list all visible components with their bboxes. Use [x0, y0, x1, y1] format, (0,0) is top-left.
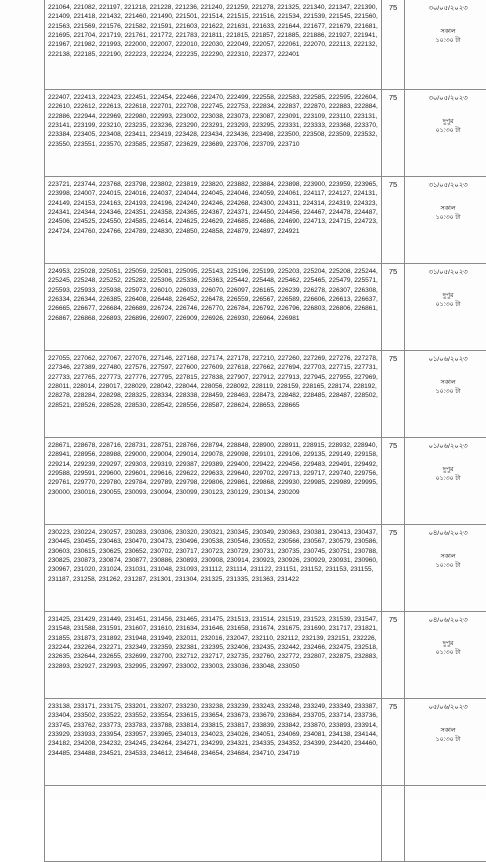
exam-time: ১০:৩০ টা: [435, 36, 460, 45]
empty-cell: [45, 786, 382, 862]
table-row: [45, 699, 486, 786]
table-row: [45, 90, 486, 177]
exam-date: ০৫/০৬/২০২৩: [428, 703, 467, 712]
roll-numbers-cell: 221064, 221082, 221197, 221218, 221228, 221236, 221240, 221259, 221278, 221325, 221340, 221347, 221390, 221409, 221418, 221432, 221460, 221490, 221501, 221514, 221515, 221516, 221534, 221539, 221545, 221560, 221563, 221569, 221576, 221582, 221591, 221603, 221622, 221631, 221633, 221644, 221677, 221679, 221681, 221695, 221704, 221719, 221761, 221772, 221783, 221811, 221815, 221857, 221885, 221886, 221927, 221941, 221967, 221982, 221993, 222000, 222007, 222010, 222030, 222049, 222057, 222061, 222070, 222113, 222132, 222138, 222185, 222190, 222223, 222224, 222235, 222290, 222310, 222377, 222401: [45, 0, 382, 90]
exam-schedule-cell: [405, 177, 486, 264]
seat-plan-table: [44, 0, 486, 862]
exam-time: ১০:৩০ টা: [435, 561, 460, 570]
exam-shift: দুপুর: [442, 639, 453, 648]
exam-date: ৩১/০৫/২০২৩: [428, 268, 467, 277]
exam-shift: সকাল: [440, 552, 455, 561]
exam-schedule-cell: [405, 525, 486, 612]
exam-schedule-cell: [405, 90, 486, 177]
roll-numbers-cell: 230223, 230224, 230257, 230283, 230306, 230320, 230321, 230345, 230349, 230363, 230381, 230413, 230437, 230445, 230455, 230463, 230470, 230473, 230496, 230538, 230546, 230552, 230566, 230567, 230579, 230586, 230603, 230615, 230625, 230652, 230702, 230717, 230723, 230729, 230731, 230735, 230745, 230751, 230788, 230825, 230873, 230874, 230877, 230886, 230893, 230908, 230914, 230923, 230926, 230929, 230931, 230960, 230967, 231020, 231024, 231031, 231048, 231093, 231112, 231114, 231122, 231151, 231152, 231153, 231155, 231187, 231258, 231262, 231287, 231301, 231304, 231325, 231335, 231363, 231422: [45, 525, 382, 612]
exam-time: ০১:৩০ টা: [435, 300, 460, 309]
table-row: [45, 0, 486, 90]
candidate-count-cell: 75: [382, 351, 405, 438]
empty-row: [45, 786, 486, 862]
table-row: [45, 438, 486, 525]
exam-schedule-cell: [405, 699, 486, 786]
exam-date: ৩০/০৫/২০২৩: [428, 4, 467, 13]
exam-time: ০১:৩০ টা: [435, 126, 460, 135]
candidate-count-cell: 75: [382, 177, 405, 264]
exam-shift: দুপুর: [442, 465, 453, 474]
roll-numbers-cell: 231425, 231429, 231449, 231451, 231456, 231465, 231475, 231513, 231514, 231519, 231523, 231539, 231547, 231548, 231588, 231591, 231607, 231610, 231634, 231646, 231658, 231674, 231675, 231690, 231717, 231821, 231855, 231873, 231892, 231948, 231949, 232011, 232016, 232047, 232110, 232112, 232139, 232151, 232226, 232244, 232264, 232271, 232349, 232359, 232381, 232395, 232406, 232435, 232442, 232466, 232475, 232518, 232635, 232644, 232655, 232699, 232700, 232712, 232717, 232735, 232760, 232772, 232807, 232875, 232883, 232893, 232927, 232993, 232995, 232997, 233002, 233003, 233036, 233048, 233050: [45, 612, 382, 699]
exam-schedule-cell: [405, 351, 486, 438]
exam-time: ১০:৩০ টা: [435, 213, 460, 222]
candidate-count-cell: 75: [382, 438, 405, 525]
exam-shift: সকাল: [440, 27, 455, 36]
exam-date: ৩১/০৫/২০২৩: [428, 181, 467, 190]
exam-date: ০৪/০৬/২০২৩: [428, 529, 467, 538]
exam-date: ০৪/০৬/২০২৩: [428, 616, 467, 625]
exam-shift: দুপুর: [442, 117, 453, 126]
exam-shift: দুপুর: [442, 291, 453, 300]
exam-shift: সকাল: [440, 378, 455, 387]
exam-schedule-cell: [405, 264, 486, 351]
candidate-count-cell: 75: [382, 90, 405, 177]
table-row: [45, 612, 486, 699]
candidate-count-cell: 75: [382, 612, 405, 699]
exam-date: ০১/০৬/২০২৩: [428, 442, 467, 451]
roll-numbers-cell: 227055, 227062, 227067, 227076, 227146, 227168, 227174, 227178, 227210, 227260, 227269, 227276, 227278, 227346, 227389, 227480, 227576, 227597, 227600, 227609, 227618, 227662, 227694, 227703, 227715, 227731, 227733, 227765, 227773, 227776, 227795, 227815, 227838, 227907, 227912, 227913, 227945, 227955, 227969, 228011, 228014, 228017, 228029, 228042, 228044, 228056, 228092, 228119, 228159, 228165, 228174, 228192, 228278, 228284, 228298, 228325, 228334, 228338, 228459, 228463, 228473, 228482, 228485, 228487, 228502, 228521, 228526, 228528, 228530, 228542, 228556, 228587, 228624, 228653, 228665: [45, 351, 382, 438]
roll-numbers-cell: 223721, 223744, 223768, 223798, 223802, 223819, 223820, 223882, 223884, 223898, 223900, 223959, 223965, 223998, 224007, 224015, 224016, 224037, 224044, 224045, 224046, 224059, 224061, 224117, 224127, 224131, 224149, 224153, 224163, 224193, 224196, 224240, 224246, 224268, 224300, 224311, 224314, 224319, 224323, 224341, 224344, 224346, 224351, 224358, 224365, 224367, 224371, 224450, 224456, 224467, 224478, 224487, 224506, 224525, 224550, 224585, 224614, 224625, 224629, 224685, 224686, 224690, 224713, 224715, 224723, 224724, 224760, 224766, 224789, 224830, 224850, 224858, 224879, 224897, 224921: [45, 177, 382, 264]
table-row: [45, 351, 486, 438]
table-row: [45, 525, 486, 612]
exam-schedule-cell: [405, 438, 486, 525]
exam-schedule-cell: [405, 0, 486, 90]
exam-time: ০১:৩০ টা: [435, 474, 460, 483]
candidate-count-cell: 75: [382, 0, 405, 90]
exam-date: ৩০/০৫/২০২৩: [428, 94, 467, 103]
table-row: [45, 264, 486, 351]
candidate-count-cell: 75: [382, 699, 405, 786]
empty-cell: [405, 786, 486, 862]
exam-time: ১০:৩০ টা: [435, 387, 460, 396]
exam-time: ১০:৩০ টা: [435, 735, 460, 744]
roll-numbers-cell: 233138, 233171, 233175, 233201, 233207, 233230, 233238, 233239, 233243, 233248, 233249, 233349, 233387, 233404, 233502, 233522, 233552, 233554, 233615, 233654, 233673, 233679, 233684, 233705, 233714, 233736, 233745, 233762, 233773, 233783, 233788, 233814, 233815, 233817, 233839, 233842, 233870, 233893, 233914, 233929, 233933, 233954, 233957, 233965, 234013, 234023, 234026, 234051, 234069, 234081, 234138, 234144, 234182, 234208, 234232, 234245, 234264, 234271, 234299, 234321, 234335, 234352, 234399, 234420, 234460, 234485, 234488, 234521, 234533, 234612, 234648, 234654, 234684, 234710, 234719: [45, 699, 382, 786]
exam-date: ০১/০৬/২০২৩: [428, 355, 467, 364]
empty-cell: [382, 786, 405, 862]
roll-numbers-cell: 224953, 225028, 225051, 225059, 225081, 225095, 225143, 225196, 225199, 225203, 225204, 225208, 225244, 225245, 225248, 225252, 225282, 225306, 225336, 225363, 225442, 225448, 225462, 225465, 225479, 225571, 225593, 225933, 225938, 225973, 226010, 226033, 226070, 226097, 226165, 226239, 226278, 226307, 226308, 226334, 226344, 226385, 226408, 226448, 226452, 226478, 226559, 226567, 226589, 226606, 226613, 226637, 226665, 226677, 226684, 226689, 226724, 226746, 226770, 226784, 226792, 226796, 226803, 226806, 226861, 226867, 226868, 226893, 226896, 226907, 226909, 226926, 226930, 226964, 226981: [45, 264, 382, 351]
candidate-count-cell: 75: [382, 264, 405, 351]
candidate-count-cell: 75: [382, 525, 405, 612]
table-row: [45, 177, 486, 264]
exam-schedule-cell: [405, 612, 486, 699]
exam-shift: সকাল: [440, 726, 455, 735]
roll-numbers-cell: 228671, 228678, 228716, 228731, 228751, 228766, 228794, 228848, 228900, 228911, 228915, 228932, 228940, 228941, 228956, 228988, 229000, 229004, 229014, 229078, 229098, 229101, 229106, 229135, 229149, 229158, 229214, 229239, 229297, 229303, 229319, 229387, 229389, 229400, 229422, 229456, 229483, 229491, 229492, 229588, 229591, 229600, 229601, 229616, 229622, 229633, 229640, 229702, 229713, 229717, 229740, 229756, 229761, 229770, 229780, 229784, 229789, 229798, 229806, 229861, 229868, 229930, 229985, 229989, 229995, 230000, 230016, 230055, 230093, 230094, 230099, 230123, 230129, 230134, 230209: [45, 438, 382, 525]
exam-shift: সকাল: [440, 204, 455, 213]
roll-numbers-cell: 222407, 222413, 222423, 222451, 222454, 222466, 222470, 222499, 222558, 222583, 222585, 222595, 222604, 222610, 222612, 222613, 222618, 222701, 222708, 222745, 222753, 222834, 222837, 222870, 222883, 222884, 222886, 222944, 222969, 222980, 222993, 223002, 223038, 223073, 223087, 223091, 223109, 223110, 223131, 223141, 223199, 223210, 223235, 223236, 223290, 223291, 223293, 223295, 223331, 223333, 223368, 223370, 223384, 223405, 223408, 223411, 223419, 223428, 223434, 223436, 223498, 223500, 223508, 223509, 223532, 223550, 223551, 223570, 223585, 223587, 223629, 223689, 223706, 223709, 223710: [45, 90, 382, 177]
exam-time: ০১:৩০ টা: [435, 648, 460, 657]
